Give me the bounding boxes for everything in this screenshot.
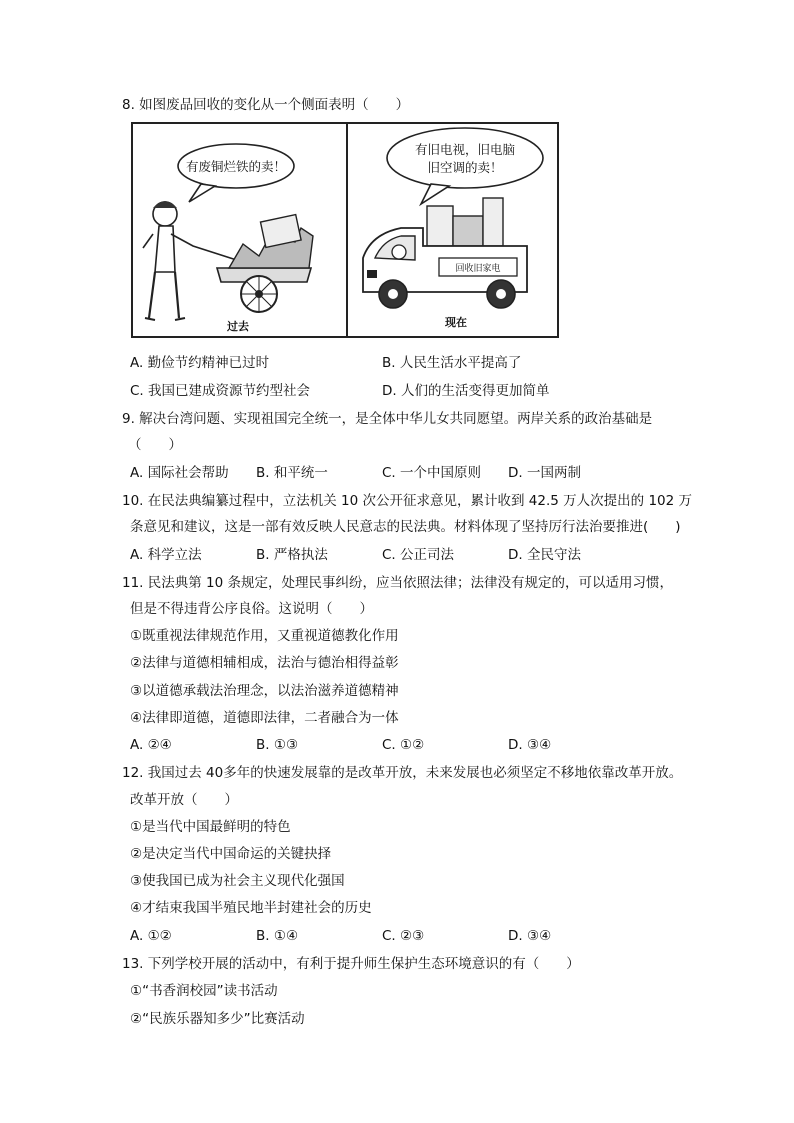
- q8-option-b[interactable]: B. 人民生活水平提高了: [382, 355, 522, 371]
- q11-item-1: ①既重视法律规范作用，又重视道德教化作用: [130, 628, 399, 644]
- q8-cartoon: [131, 122, 559, 338]
- q8-options-row1: [130, 354, 690, 372]
- q8-option-a[interactable]: A. 勤俭节约精神已过时: [130, 355, 270, 371]
- q12-option-c[interactable]: C. ②③: [382, 928, 425, 944]
- q12-option-a[interactable]: A. ①②: [130, 928, 172, 944]
- q8-option-d[interactable]: D. 人们的生活变得更加简单: [382, 383, 550, 399]
- q10-option-b[interactable]: B. 严格执法: [256, 547, 328, 563]
- q12-option-b[interactable]: B. ①④: [256, 928, 299, 944]
- q9-stem-line2: （ ）: [128, 437, 182, 453]
- q10-option-d[interactable]: D. 全民守法: [508, 547, 581, 563]
- q9-option-a[interactable]: A. 国际社会帮助: [130, 465, 229, 481]
- q12-item-1: ①是当代中国最鲜明的特色: [130, 819, 291, 835]
- q11-stem-line1: 11. 民法典第 10 条规定，处理民事纠纷，应当依照法律；法律没有规定的，可以适用习惯，: [122, 575, 674, 591]
- bubble-left-text: 有废铜烂铁的卖！: [185, 159, 287, 174]
- truck-sign: 回收旧家电: [455, 264, 501, 274]
- q11-options: [130, 736, 690, 754]
- q10-stem-line2: 条意见和建议，这是一部有效反映人民意志的民法典。材料体现了坚持厉行法治要推进( ): [130, 519, 681, 535]
- q12-stem-line1: 12. 我国过去 40多年的快速发展靠的是改革开放，未来发展也必须坚定不移地依靠改革开放。: [122, 765, 683, 781]
- q10-option-a[interactable]: A. 科学立法: [130, 547, 202, 563]
- q11-item-3: ③以道德承载法治理念，以法治滋养道德精神: [130, 683, 399, 699]
- q13-stem: 13. 下列学校开展的活动中，有利于提升师生保护生态环境意识的有（ ）: [122, 956, 580, 972]
- q11-item-2: ②法律与道德相辅相成，法治与德治相得益彰: [130, 655, 399, 671]
- q9-option-b[interactable]: B. 和平统一: [256, 465, 328, 481]
- q13-item-1: ①“书香润校园”读书活动: [130, 983, 278, 999]
- q8-stem: 8. 如图废品回收的变化从一个侧面表明（ ）: [122, 97, 410, 113]
- q9-option-c[interactable]: C. 一个中国原则: [382, 465, 482, 481]
- q13-item-2: ②“民族乐器知多少”比赛活动: [130, 1011, 305, 1027]
- q11-stem-line2: 但是不得违背公序良俗。这说明（ ）: [130, 601, 373, 617]
- bubble-right-text-2: 旧空调的卖！: [427, 160, 503, 175]
- q12-option-d[interactable]: D. ③④: [508, 928, 552, 944]
- q9-options: [130, 464, 690, 482]
- q11-option-c[interactable]: C. ①②: [382, 737, 425, 753]
- q10-options: [130, 546, 690, 564]
- q8-options-row2: [130, 382, 690, 400]
- q11-item-4: ④法律即道德，道德即法律，二者融合为一体: [130, 710, 399, 726]
- caption-left: 过去: [227, 320, 249, 333]
- q12-item-2: ②是决定当代中国命运的关键抉择: [130, 846, 332, 862]
- speech-bubble-right: [387, 128, 543, 188]
- q10-option-c[interactable]: C. 公正司法: [382, 547, 455, 563]
- q8-option-c[interactable]: C. 我国已建成资源节约型社会: [130, 383, 311, 399]
- q9-option-d[interactable]: D. 一国两制: [508, 465, 581, 481]
- bubble-right-text-1: 有旧电视，旧电脑: [414, 142, 516, 157]
- q9-stem-line1: 9. 解决台湾问题、实现祖国完全统一，是全体中华儿女共同愿望。两岸关系的政治基础是: [122, 411, 653, 427]
- q11-option-d[interactable]: D. ③④: [508, 737, 552, 753]
- q10-stem-line1: 10. 在民法典编纂过程中，立法机关 10 次公开征求意见，累计收到 42.5 万人次提出的 102 万: [122, 493, 693, 509]
- caption-right: 现在: [445, 316, 467, 329]
- q11-option-b[interactable]: B. ①③: [256, 737, 299, 753]
- q12-options: [130, 927, 690, 945]
- q12-item-3: ③使我国已成为社会主义现代化强国: [130, 873, 345, 889]
- q12-item-4: ④才结束我国半殖民地半封建社会的历史: [130, 900, 372, 916]
- q11-option-a[interactable]: A. ②④: [130, 737, 172, 753]
- q12-stem-line2: 改革开放（ ）: [130, 792, 238, 808]
